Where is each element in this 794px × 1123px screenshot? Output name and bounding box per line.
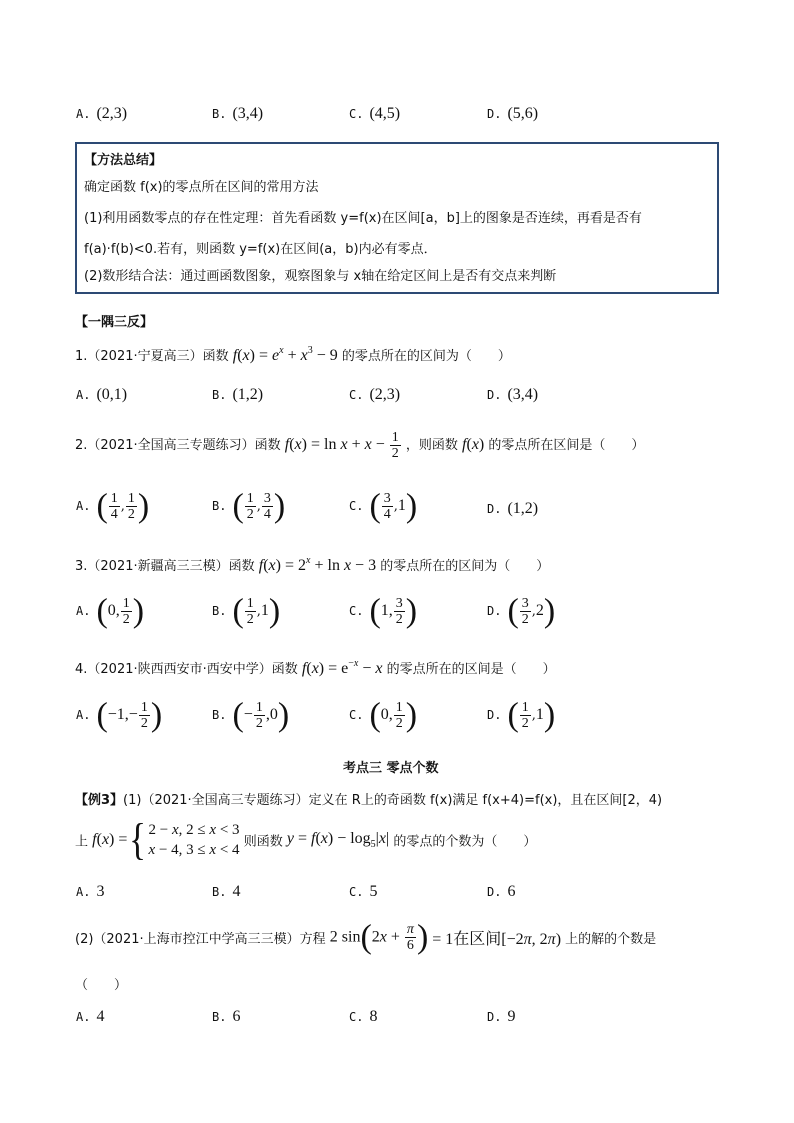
top-option-a: A. (2,3) (76, 105, 128, 122)
ex3-2-option-d: D. 9 (487, 1008, 516, 1025)
example-3-part-2-blank: （ ） (75, 978, 128, 993)
method-line-2: (1)利用函数零点的存在性定理：首先看函数 y=f(x)在区间[a，b]上的图象是否连续，再看是否有 (84, 211, 642, 226)
q3-option-d: D. ( $\frac{3}{2}$ ,2) (487, 592, 556, 630)
ex3-2-option-c: C. 8 (349, 1008, 378, 1025)
ex3-option-b: B. 4 (212, 883, 241, 900)
q2-option-c: C. ( $\frac{3}{4}$ ,1) (349, 487, 418, 525)
q3-option-b: B. ( $\frac{1}{2}$ ,1) (212, 592, 281, 630)
top-option-c: C. (4,5) (349, 105, 401, 122)
top-option-d: D. (5,6) (487, 105, 539, 122)
question-3: 3.（2021·新疆高三三模）函数 $f(x) = 2^x + \ln x - 3$ 的零点所在的区间为（ ） (75, 555, 550, 574)
q1-option-d: D. (3,4) (487, 386, 539, 403)
q2-option-d: D. (1,2) (487, 500, 539, 517)
q1-option-b: B. (1,2) (212, 386, 264, 403)
q4-option-b: B. (− $\frac{1}{2}$ ,0) (212, 696, 290, 734)
q1-option-a: A. (0,1) (76, 386, 128, 403)
method-line-3: f(a)·f(b)<0.若有，则函数 y=f(x)在区间(a，b)内必有零点． (84, 242, 437, 257)
question-2: 2.（2021·全国高三专题练习）函数 f(x) = ln x + x − $\frac{1}{2}$ ，则函数 f(x) 的零点所在区间是（ ） (75, 430, 645, 461)
q3-option-c: C. (1, $\frac{3}{2}$ ) (349, 592, 418, 630)
method-line-1: 确定函数 f(x)的零点所在区间的常用方法 (84, 180, 319, 195)
kaodian-title: 考点三 零点个数 (343, 761, 439, 776)
q3-option-a: A. (0, $\frac{1}{2}$ ) (76, 592, 145, 630)
method-box-title: 【方法总结】 (84, 153, 163, 168)
method-line-4: (2)数形结合法：通过画函数图象，观察图象与 x轴在给定区间上是否有交点来判断 (84, 269, 557, 284)
q4-option-d: D. ( $\frac{1}{2}$ ,1) (487, 696, 556, 734)
ex3-option-c: C. 5 (349, 883, 378, 900)
ex3-2-option-a: A. 4 (76, 1008, 105, 1025)
q4-option-a: A. (−1,− $\frac{1}{2}$ ) (76, 696, 163, 734)
q2-option-b: B. ( $\frac{1}{2}$ , $\frac{3}{4}$ ) (212, 487, 286, 525)
example-3-line-1: 【例3】(1)（2021·全国高三专题练习）定义在 R上的奇函数 f(x)满足 f(x+4)=f(x)，且在区间[2，4) (75, 793, 663, 808)
section-heading: 【一隅三反】 (75, 315, 154, 330)
q2-option-a: A. ( $\frac{1}{4}$ , $\frac{1}{2}$ ) (76, 487, 150, 525)
example-3-part-2: (2)（2021·上海市控江中学高三三模）方程 2 sin(2x + $\frac{\pi}{6}$ ) = 1在区间[−2π, 2π) 上的解的个数是 (75, 918, 657, 956)
ex3-2-option-b: B. 6 (212, 1008, 241, 1025)
top-option-b: B. (3,4) (212, 105, 264, 122)
ex3-option-d: D. 6 (487, 883, 516, 900)
question-4: 4.（2021·陕西西安市·西安中学）函数 $f(x) = e^{-x} - x$ 的零点所在的区间是（ ） (75, 658, 556, 677)
q4-option-c: C. (0, $\frac{1}{2}$ ) (349, 696, 418, 734)
question-1: 1.（2021·宁夏高三）函数 $f(x) = e^x + x^3 - 9$ 的零点所在的区间为（ ） (75, 345, 511, 364)
example-3-line-2: 上 f(x) ={ 2 − x, 2 ≤ x < 3 x − 4, 3 ≤ x < 4 则函数 $y = f(x) - \log_5|x|$ 的零点的个数为（ ） (75, 815, 537, 864)
ex3-option-a: A. 3 (76, 883, 105, 900)
q1-option-c: C. (2,3) (349, 386, 401, 403)
